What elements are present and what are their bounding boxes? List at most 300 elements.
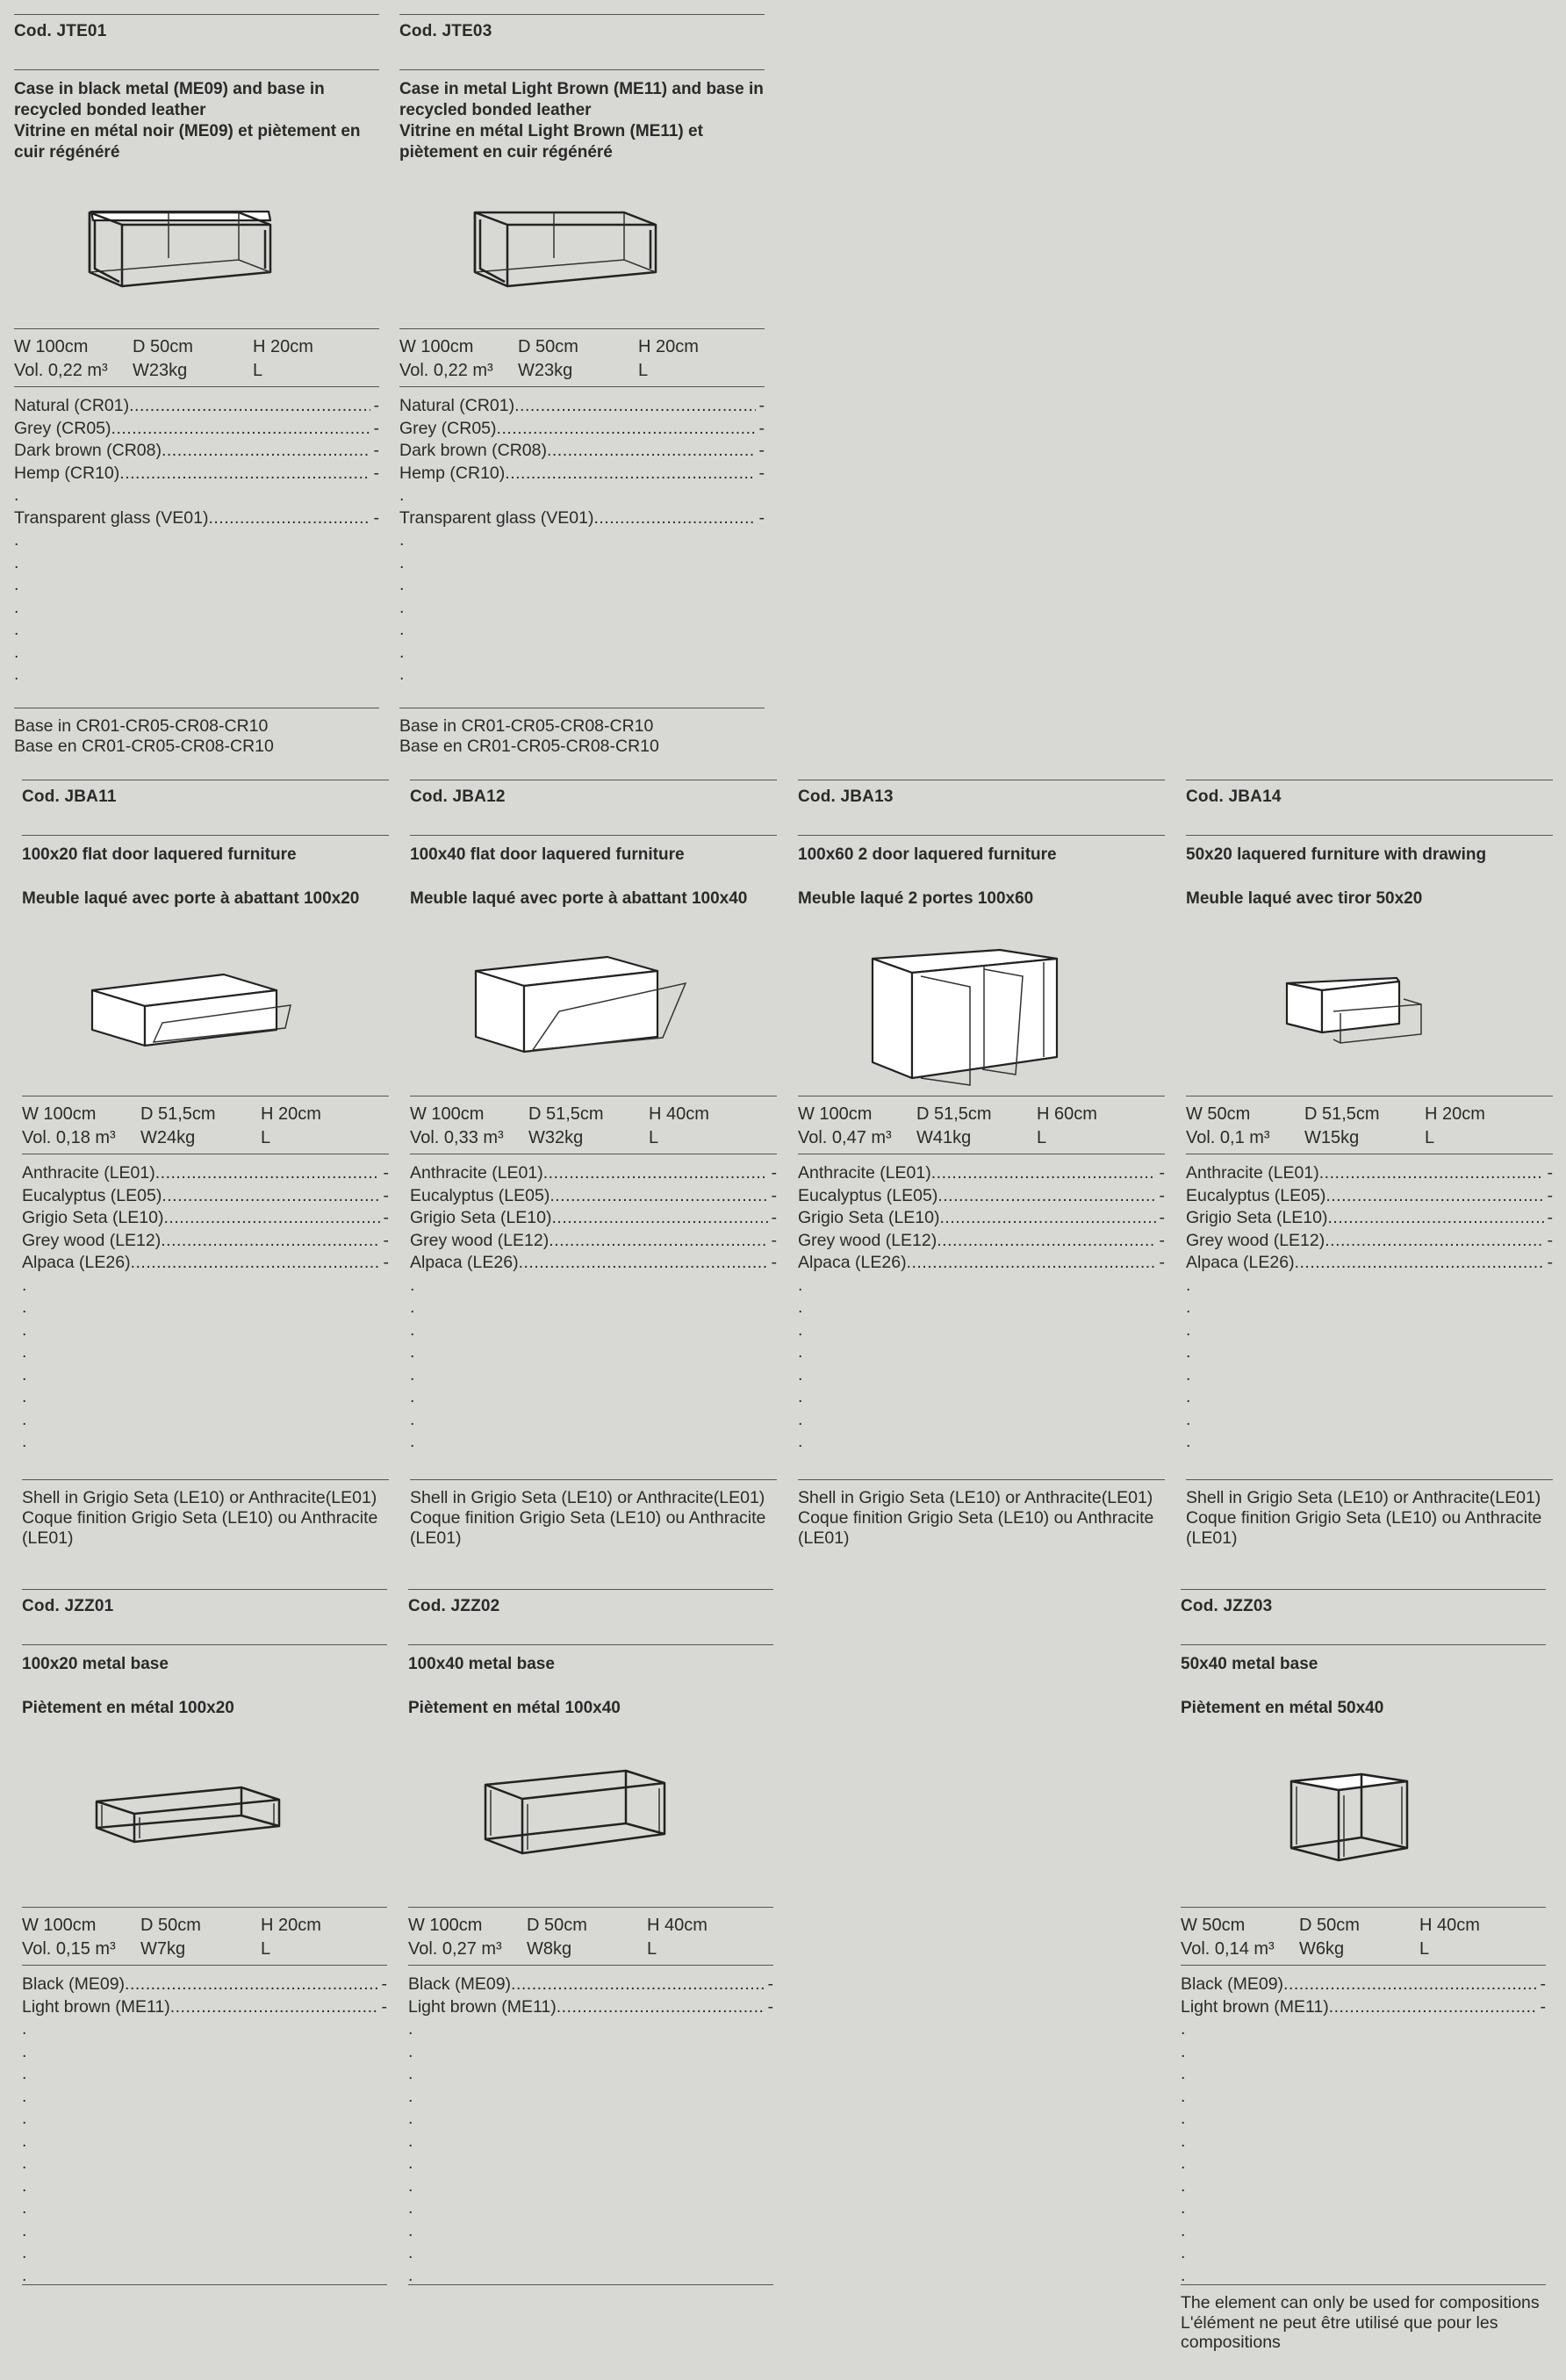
note-fr: Coque finition Grigio Seta (LE10) ou Anthracite (LE01)	[410, 1508, 766, 1548]
finish-label: Eucalyptus (LE05)	[410, 1185, 550, 1205]
empty-finish-slot: .	[14, 665, 19, 684]
product-title	[399, 79, 765, 163]
empty-finish-slot: .	[22, 1409, 27, 1429]
width-value: W 100cm	[410, 1104, 485, 1124]
volume-value: Vol. 0,33 m³	[410, 1128, 504, 1147]
empty-finish-slot: .	[14, 485, 19, 505]
empty-finish-slot: .	[410, 1387, 415, 1406]
finish-item	[22, 1207, 389, 1230]
width-value: W 50cm	[1186, 1104, 1251, 1124]
title-fr: Vitrine en métal noir (ME09) et piètement en cuir régénéré	[14, 122, 361, 162]
empty-finish-slot: .	[399, 575, 405, 594]
finish-mark: -	[1540, 1974, 1546, 1994]
note-fr: Base en CR01-CR05-CR08-CR10	[14, 737, 274, 756]
dot-leader	[593, 507, 755, 530]
product-title	[410, 845, 777, 910]
dot-leader	[1319, 1162, 1544, 1185]
dimensions	[1181, 1907, 1546, 1961]
finish-list	[22, 1154, 389, 1454]
dot-leader	[170, 1996, 378, 2019]
empty-finish-slot: .	[798, 1319, 803, 1340]
metal-base-illustration	[408, 1760, 773, 1874]
finish-mark: -	[383, 1230, 389, 1250]
dimensions	[798, 1096, 1165, 1150]
product-code: Cod. JZZ02	[408, 1597, 500, 1615]
note-fr: Coque finition Grigio Seta (LE10) ou Anthracite (LE01)	[1186, 1508, 1542, 1548]
empty-finish-slot: .	[410, 1319, 415, 1340]
weight-value: W41kg	[916, 1128, 972, 1147]
empty-finish-slot: .	[408, 2064, 413, 2083]
title-fr: Meuble laqué 2 portes 100x60	[798, 889, 1034, 908]
finish-item	[798, 1162, 1165, 1185]
note-fr: Base en CR01-CR05-CR08-CR10	[399, 737, 659, 756]
depth-value: D 50cm	[518, 337, 578, 356]
dot-leader	[511, 1974, 764, 1996]
empty-finish-slot: .	[399, 552, 405, 572]
dot-leader	[543, 1162, 768, 1185]
finish-item	[410, 1230, 777, 1253]
finish-list	[1181, 1965, 1546, 2287]
finish-item	[22, 1252, 389, 1275]
dimensions	[399, 328, 765, 383]
finish-item	[399, 418, 765, 441]
height-value: H 40cm	[647, 1916, 708, 1935]
title-fr: Piètement en métal 50x40	[1181, 1699, 1384, 1717]
finish-mark: -	[1159, 1230, 1165, 1250]
product-title	[22, 1654, 387, 1719]
volume-value: Vol. 0,47 m³	[798, 1128, 892, 1147]
empty-finish-slot: .	[22, 1364, 27, 1384]
empty-finish-slot: .	[14, 642, 19, 662]
finish-label: Anthracite (LE01)	[22, 1163, 155, 1183]
dot-leader	[940, 1207, 1156, 1230]
shell-note	[22, 1479, 389, 1549]
empty-finish-slot: .	[399, 642, 405, 662]
finish-label: Grey wood (LE12)	[1186, 1230, 1325, 1250]
finish-list	[1186, 1154, 1553, 1454]
note-en: Base in CR01-CR05-CR08-CR10	[14, 716, 269, 736]
empty-finish-slot: .	[408, 2243, 413, 2262]
empty-finish-slot: .	[22, 1432, 27, 1451]
note-en: Shell in Grigio Seta (LE10) or Anthracite(LE01)	[410, 1488, 765, 1507]
empty-finish-slot: .	[1186, 1409, 1191, 1429]
empty-finish-slot: .	[408, 2086, 413, 2106]
finish-label: Natural (CR01)	[14, 396, 130, 415]
dot-leader	[1283, 1974, 1536, 1996]
finish-item	[798, 1207, 1165, 1230]
empty-finish-slot: .	[1186, 1432, 1191, 1451]
empty-finish-slot: .	[798, 1275, 803, 1295]
finish-list	[22, 1965, 387, 2287]
finish-label: Hemp (CR10)	[399, 463, 506, 483]
finish-label: Light brown (ME11)	[1181, 1996, 1329, 2017]
dot-leader	[519, 1252, 768, 1275]
width-value: W 100cm	[408, 1916, 483, 1935]
volume-value: Vol. 0,1 m³	[1186, 1128, 1270, 1147]
height-value: H 20cm	[1425, 1104, 1485, 1124]
finish-label: Anthracite (LE01)	[1186, 1163, 1319, 1183]
finish-mark: -	[383, 1253, 389, 1272]
title-en: 100x20 flat door laquered furniture	[22, 845, 297, 864]
finish-label: Grey wood (LE12)	[410, 1230, 550, 1250]
empty-finish-slot: .	[408, 2041, 413, 2061]
dot-leader	[208, 507, 370, 530]
empty-finish-slot: .	[14, 575, 19, 594]
dot-leader	[937, 1185, 1155, 1208]
finish-label: Black (ME09)	[408, 1974, 512, 1994]
dot-leader	[111, 418, 370, 441]
finish-mark: -	[771, 1253, 777, 1272]
dot-leader	[937, 1230, 1155, 1253]
weight-value: W24kg	[140, 1128, 196, 1147]
note-en: Shell in Grigio Seta (LE10) or Anthracite(LE01)	[1186, 1488, 1541, 1507]
finish-mark: -	[1540, 1996, 1546, 2017]
empty-finish-slot: .	[1186, 1342, 1191, 1362]
product-title	[22, 845, 389, 910]
drawer-cabinet-illustration	[1186, 964, 1553, 1061]
finish-mark: -	[381, 1974, 387, 1994]
empty-finish-slot: .	[410, 1342, 415, 1362]
empty-finish-slot: .	[408, 2019, 413, 2038]
empty-finish-slot: .	[14, 552, 19, 572]
empty-finish-slot: .	[1186, 1387, 1191, 1406]
empty-finish-slot: .	[22, 2109, 27, 2128]
finish-item	[408, 1996, 773, 2019]
finish-mark: -	[767, 1996, 773, 2017]
product-title	[798, 845, 1165, 910]
finish-mark: -	[771, 1185, 777, 1205]
note-fr: L'élément ne peut être utilisé que pour les compositions	[1181, 2312, 1498, 2352]
product-title	[408, 1654, 773, 1719]
empty-finish-slot: .	[1181, 2265, 1186, 2285]
empty-finish-slot: .	[1181, 2175, 1186, 2196]
dot-leader	[1328, 1207, 1544, 1230]
l-marker: L	[1037, 1128, 1047, 1147]
empty-finish-slot: .	[14, 597, 19, 617]
height-value: H 20cm	[253, 337, 313, 356]
height-value: H 60cm	[1037, 1104, 1097, 1124]
weight-value: W32kg	[528, 1128, 584, 1147]
volume-value: Vol. 0,15 m³	[22, 1939, 116, 1959]
empty-finish-slot: .	[22, 2198, 27, 2218]
empty-finish-slot: .	[410, 1432, 415, 1451]
finish-label: Alpaca (LE26)	[1186, 1253, 1295, 1272]
empty-finish-slot: .	[408, 2131, 413, 2151]
title-fr: Meuble laqué avec porte à abattant 100x40	[410, 889, 748, 908]
dot-leader	[505, 463, 755, 485]
dot-leader	[907, 1252, 1156, 1275]
empty-finish-slot: .	[408, 2154, 413, 2173]
l-marker: L	[261, 1939, 271, 1959]
l-marker: L	[261, 1128, 271, 1147]
finish-mark: -	[1547, 1185, 1553, 1205]
finish-item	[399, 507, 765, 530]
finish-mark: -	[758, 396, 765, 415]
shell-note	[410, 1479, 777, 1549]
weight-value: W7kg	[140, 1939, 186, 1959]
product-card-jba13	[798, 780, 1165, 1561]
product-card-jzz03	[1181, 1589, 1546, 2370]
finish-label: Eucalyptus (LE05)	[22, 1185, 162, 1205]
finish-mark: -	[1547, 1208, 1553, 1227]
empty-finish-slot: .	[1181, 2220, 1186, 2240]
product-code: Cod. JTE01	[14, 22, 107, 40]
depth-value: D 50cm	[133, 337, 193, 356]
finish-mark: -	[758, 441, 765, 460]
product-card-jte01	[14, 14, 379, 756]
finish-item	[399, 463, 765, 485]
title-en: Case in metal Light Brown (ME11) and base in recycled bonded leather	[399, 80, 764, 119]
depth-value: D 50cm	[140, 1916, 201, 1935]
dot-leader	[129, 395, 370, 418]
width-value: W 100cm	[22, 1916, 97, 1935]
finish-mark: -	[373, 396, 379, 415]
glass-case-illustration	[14, 198, 379, 313]
finish-mark: -	[1159, 1163, 1165, 1183]
l-marker: L	[647, 1939, 657, 1959]
weight-value: W23kg	[518, 361, 573, 380]
finish-item	[408, 1974, 773, 1996]
product-code: Cod. JBA11	[22, 787, 117, 806]
title-en: 100x60 2 door laquered furniture	[798, 845, 1057, 864]
dot-leader	[514, 395, 755, 418]
finish-mark: -	[373, 418, 379, 438]
product-card-jba14	[1186, 780, 1553, 1561]
finish-label: Grigio Seta (LE10)	[410, 1208, 552, 1227]
note-en: Base in CR01-CR05-CR08-CR10	[399, 716, 654, 736]
finish-item	[14, 507, 379, 530]
volume-value: Vol. 0,14 m³	[1181, 1939, 1275, 1959]
finish-item	[399, 440, 765, 463]
title-fr: Meuble laqué avec porte à abattant 100x20	[22, 889, 360, 908]
empty-finish-slot: .	[410, 1275, 415, 1295]
dot-leader	[931, 1162, 1156, 1185]
empty-finish-slot: .	[410, 1409, 415, 1429]
product-card-jzz01	[22, 1589, 387, 2291]
empty-finish-slot: .	[408, 2198, 413, 2218]
dot-leader	[125, 1974, 377, 1996]
empty-finish-slot: .	[1181, 2086, 1186, 2106]
finish-mark: -	[381, 1996, 387, 2017]
dot-leader	[119, 463, 370, 485]
finish-label: Transparent glass (VE01)	[399, 507, 594, 528]
depth-value: D 51,5cm	[140, 1104, 216, 1124]
empty-finish-slot: .	[798, 1409, 803, 1429]
dot-leader	[162, 1185, 379, 1208]
volume-value: Vol. 0,22 m³	[399, 361, 493, 380]
empty-finish-slot: .	[1181, 2109, 1186, 2128]
metal-base-illustration	[1181, 1760, 1546, 1874]
empty-finish-slot: .	[410, 1298, 415, 1317]
two-door-cabinet-illustration	[798, 946, 1165, 1087]
product-card-jte03	[399, 14, 765, 756]
dimensions	[408, 1907, 773, 1961]
depth-value: D 51,5cm	[528, 1104, 604, 1124]
dot-leader	[1325, 1230, 1543, 1253]
empty-finish-slot: .	[399, 530, 405, 550]
empty-finish-slot: .	[408, 2265, 413, 2285]
title-fr: Meuble laqué avec tiror 50x20	[1186, 889, 1423, 908]
empty-finish-slot: .	[798, 1364, 803, 1384]
finish-item	[1181, 1974, 1546, 1996]
finish-item	[22, 1996, 387, 2019]
title-en: 50x40 metal base	[1181, 1655, 1318, 1673]
finish-item	[22, 1230, 389, 1253]
empty-finish-slot: .	[1186, 1319, 1191, 1340]
finish-label: Hemp (CR10)	[14, 463, 120, 483]
finish-label: Natural (CR01)	[399, 396, 515, 415]
empty-finish-slot: .	[14, 620, 19, 639]
finish-mark: -	[383, 1185, 389, 1205]
finish-label: Black (ME09)	[1181, 1974, 1284, 1994]
dot-leader	[1325, 1185, 1543, 1208]
finish-item	[14, 440, 379, 463]
note-fr: Coque finition Grigio Seta (LE10) ou Anthracite (LE01)	[798, 1508, 1154, 1548]
empty-finish-slot: .	[798, 1342, 803, 1362]
finish-label: Alpaca (LE26)	[22, 1253, 131, 1272]
empty-finish-slot: .	[22, 2131, 27, 2151]
finish-label: Grey (CR05)	[399, 418, 497, 438]
empty-finish-slot: .	[22, 1275, 27, 1295]
dot-leader	[557, 1996, 765, 2019]
weight-value: W6kg	[1299, 1939, 1345, 1959]
width-value: W 100cm	[22, 1104, 97, 1124]
title-en: Case in black metal (ME09) and base in recycled bonded leather	[14, 80, 325, 119]
finish-item	[22, 1185, 389, 1208]
finish-mark: -	[758, 418, 765, 438]
product-code: Cod. JZZ03	[1181, 1597, 1273, 1615]
finish-item	[410, 1185, 777, 1208]
product-title	[1181, 1654, 1546, 1719]
finish-item	[410, 1207, 777, 1230]
finish-item	[410, 1252, 777, 1275]
empty-finish-slot: .	[1181, 2041, 1186, 2061]
height-value: H 20cm	[261, 1916, 321, 1935]
empty-finish-slot: .	[22, 1342, 27, 1362]
empty-finish-slot: .	[22, 2041, 27, 2061]
empty-finish-slot: .	[22, 2064, 27, 2083]
empty-finish-slot: .	[798, 1432, 803, 1451]
dot-leader	[550, 1185, 767, 1208]
finish-item	[798, 1185, 1165, 1208]
glass-case-illustration	[399, 198, 765, 313]
finish-list	[798, 1154, 1165, 1454]
empty-finish-slot: .	[22, 2220, 27, 2240]
finish-item	[798, 1252, 1165, 1275]
weight-value: W15kg	[1304, 1128, 1360, 1147]
dot-leader	[161, 1230, 379, 1253]
title-en: 100x40 flat door laquered furniture	[410, 845, 685, 864]
dot-leader	[164, 1207, 380, 1230]
l-marker: L	[649, 1128, 659, 1147]
finish-mark: -	[1547, 1253, 1553, 1272]
dot-leader	[1329, 1996, 1537, 2019]
dot-leader	[1295, 1252, 1544, 1275]
dimensions	[14, 328, 379, 383]
finish-label: Grey wood (LE12)	[22, 1230, 162, 1250]
finish-label: Eucalyptus (LE05)	[798, 1185, 938, 1205]
empty-finish-slot: .	[22, 2086, 27, 2106]
finish-list	[408, 1965, 773, 2287]
dot-leader	[549, 1230, 767, 1253]
l-marker: L	[638, 361, 649, 380]
note-en: Shell in Grigio Seta (LE10) or Anthracite(LE01)	[798, 1488, 1153, 1507]
finish-mark: -	[1159, 1185, 1165, 1205]
width-value: W 50cm	[1181, 1916, 1246, 1935]
empty-finish-slot: .	[408, 2109, 413, 2128]
finish-mark: -	[1159, 1208, 1165, 1227]
empty-finish-slot: .	[1181, 2243, 1186, 2262]
product-code: Cod. JBA14	[1186, 787, 1282, 806]
empty-finish-slot: .	[22, 1387, 27, 1406]
finish-item	[1181, 1996, 1546, 2019]
empty-finish-slot: .	[1186, 1364, 1191, 1384]
product-code: Cod. JTE03	[399, 22, 492, 40]
empty-finish-slot: .	[1181, 2019, 1186, 2038]
empty-finish-slot: .	[408, 2220, 413, 2240]
finish-mark: -	[373, 463, 379, 483]
height-value: H 40cm	[649, 1104, 709, 1124]
finish-label: Light brown (ME11)	[22, 1996, 170, 2017]
finish-item	[1186, 1230, 1553, 1253]
dot-leader	[552, 1207, 768, 1230]
finish-mark: -	[383, 1208, 389, 1227]
l-marker: L	[1419, 1939, 1430, 1959]
finish-item	[399, 395, 765, 418]
finish-mark: -	[1547, 1230, 1553, 1250]
dot-leader	[547, 440, 756, 463]
finish-mark: -	[771, 1163, 777, 1183]
note-fr: Coque finition Grigio Seta (LE10) ou Anthracite (LE01)	[22, 1508, 378, 1548]
finish-mark: -	[758, 507, 765, 528]
empty-finish-slot: .	[1181, 2064, 1186, 2083]
finish-item	[1186, 1185, 1553, 1208]
title-fr: Piètement en métal 100x20	[22, 1699, 234, 1717]
shell-note	[1186, 1479, 1553, 1549]
empty-finish-slot: .	[1186, 1298, 1191, 1317]
empty-finish-slot: .	[408, 2175, 413, 2196]
height-value: H 20cm	[261, 1104, 321, 1124]
empty-finish-slot: .	[798, 1298, 803, 1317]
product-card-jba11	[22, 780, 389, 1561]
title-en: 100x20 metal base	[22, 1655, 169, 1673]
finish-label: Anthracite (LE01)	[410, 1163, 543, 1183]
width-value: W 100cm	[14, 337, 89, 356]
empty-finish-slot: .	[1181, 2131, 1186, 2151]
finish-mark: -	[1547, 1163, 1553, 1183]
finish-label: Alpaca (LE26)	[798, 1253, 907, 1272]
empty-finish-slot: .	[410, 1364, 415, 1384]
dot-leader	[497, 418, 756, 441]
finish-item	[14, 395, 379, 418]
dimensions	[22, 1096, 389, 1150]
metal-base-illustration	[22, 1773, 387, 1861]
finish-item	[1186, 1162, 1553, 1185]
finish-mark: -	[383, 1163, 389, 1183]
depth-value: D 50cm	[1299, 1916, 1360, 1935]
finish-item	[22, 1162, 389, 1185]
depth-value: D 50cm	[527, 1916, 587, 1935]
height-value: H 40cm	[1419, 1916, 1480, 1935]
empty-finish-slot: .	[22, 1319, 27, 1340]
finish-mark: -	[771, 1230, 777, 1250]
dot-leader	[155, 1162, 380, 1185]
depth-value: D 51,5cm	[916, 1104, 992, 1124]
finish-list	[399, 386, 765, 687]
finish-label: Transparent glass (VE01)	[14, 507, 209, 528]
empty-finish-slot: .	[399, 485, 405, 505]
dimensions	[22, 1907, 387, 1961]
